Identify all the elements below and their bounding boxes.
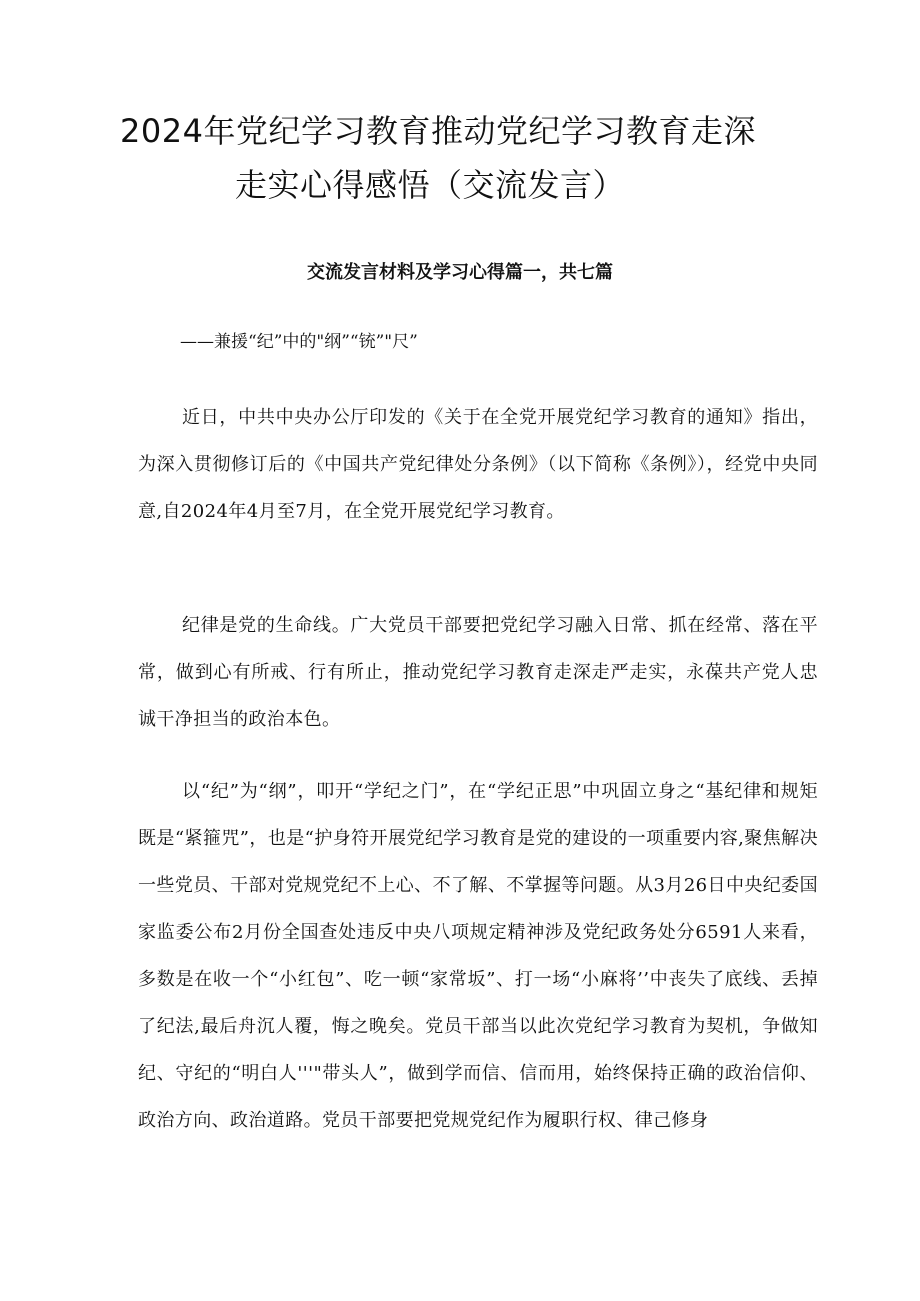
title-line-1: 2024年党纪学习教育推动党纪学习教育走深 <box>120 112 756 150</box>
section-subtitle: 交流发言材料及学习心得篇一，共七篇 <box>307 262 613 283</box>
paragraph-2: 纪律是党的生命线。广大党员干部要把党纪学习融入日常、抓在经常、落在平常，做到心有所戒、行有所止，推动党纪学习教育走深走严走实，永葆共产党人忠诚干净担当的政治本色。 <box>138 615 818 730</box>
section-tagline: ——兼援“纪”中的"纲”“铳”"尺” <box>180 332 418 352</box>
paragraph-1: 近日，中共中央办公厅印发的《关于在全党开展党纪学习教育的通知》指出，为深入贯彻修订后的《中国共产党纪律处分条例》（以下简称《条例》），经党中央同意,自2024年4月至7月，在全党开展党纪学习教育。 <box>138 407 818 522</box>
document-title <box>120 104 810 212</box>
paragraph-3: 以“纪”为“纲”，叩开“学纪之门”，在“学纪正思”中巩固立身之“基纪律和规矩既是“紧箍咒”，也是“护身符开展党纪学习教育是党的建设的一项重要内容,聚焦解决一些党员、干部对党规党纪不上心、不了解、不掌握等问题。从3月26日中央纪委国家监委公布2月份全国查处违反中央八项规定精神涉及党纪政务处分6591人来看，多数是在收一个“小红包”、吃一顿“家常坂”、打一场“小麻将’’中丧失了底线、丢掉了纪法,最后舟沉人覆，悔之晚矣。党员干部当以此次党纪学习教育为契机，争做知纪、守纪的“明白人'''"带头人”，做到学而信、信而用，始终保持正确的政治信仰、政治方向、政治道路。党员干部要把党规党纪作为履职行权、律己修身 <box>138 781 818 1131</box>
title-line-2: 走实心得感悟（交流发言） <box>235 166 626 204</box>
